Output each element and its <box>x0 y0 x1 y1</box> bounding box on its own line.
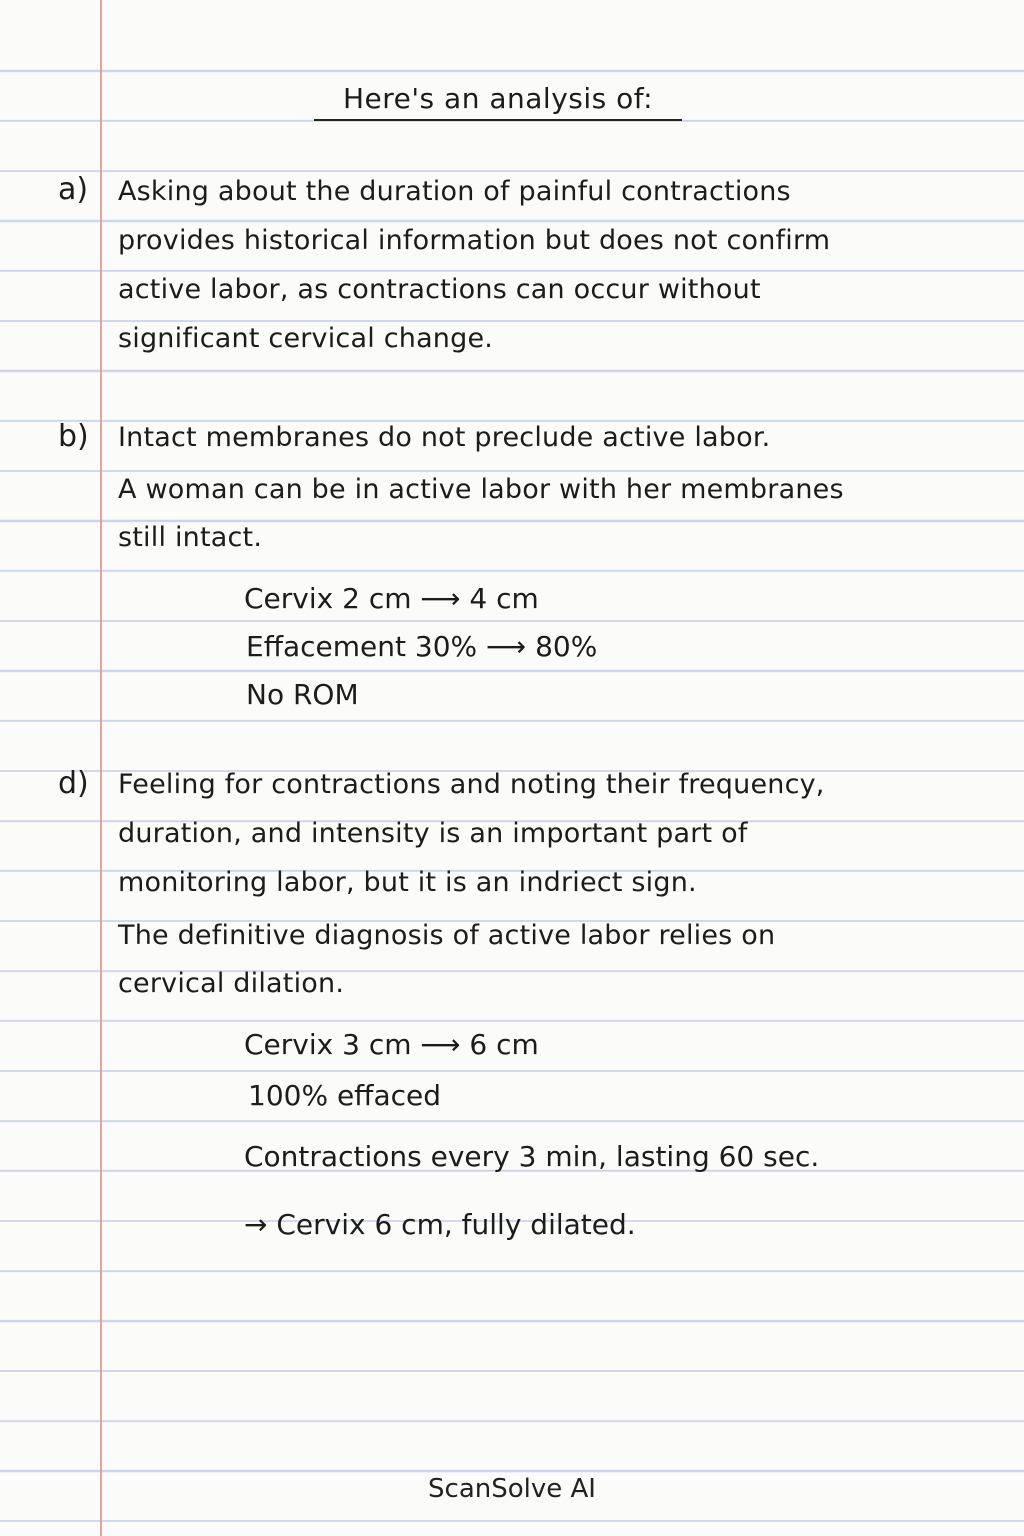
section-d-note: → Cervix 6 cm, fully dilated. <box>244 1208 636 1241</box>
section-d-line: duration, and intensity is an important part of <box>118 818 748 849</box>
section-a-line: provides historical information but does not confirm <box>118 225 831 256</box>
section-d-line: cervical dilation. <box>118 968 345 999</box>
footer-brand: ScanSolve AI <box>428 1474 596 1504</box>
section-d-line: The definitive diagnosis of active labor relies on <box>118 920 776 951</box>
notebook-margin-line <box>100 0 102 1536</box>
section-b-note: Cervix 2 cm ⟶ 4 cm <box>244 582 539 615</box>
section-b-line: still intact. <box>118 522 263 553</box>
section-b-letter: b) <box>58 419 89 454</box>
section-a-line: significant cervical change. <box>118 323 494 354</box>
section-d-note: 100% effaced <box>248 1079 442 1112</box>
page-title: Here's an analysis of: <box>314 82 682 121</box>
section-d-note: Contractions every 3 min, lasting 60 sec. <box>244 1140 820 1173</box>
section-d-line: Feeling for contractions and noting their frequency, <box>118 769 825 800</box>
section-d-letter: d) <box>58 766 89 801</box>
section-a-line: active labor, as contractions can occur without <box>118 274 761 305</box>
section-b-line: A woman can be in active labor with her membranes <box>118 474 844 505</box>
section-b-note: No ROM <box>246 678 359 711</box>
section-b-note: Effacement 30% ⟶ 80% <box>246 630 598 663</box>
section-a-letter: a) <box>58 172 89 207</box>
section-d-note: Cervix 3 cm ⟶ 6 cm <box>244 1028 539 1061</box>
section-b-line: Intact membranes do not preclude active labor. <box>118 422 771 453</box>
section-d-line: monitoring labor, but it is an indriect sign. <box>118 867 697 898</box>
section-a-line: Asking about the duration of painful contractions <box>118 176 791 207</box>
